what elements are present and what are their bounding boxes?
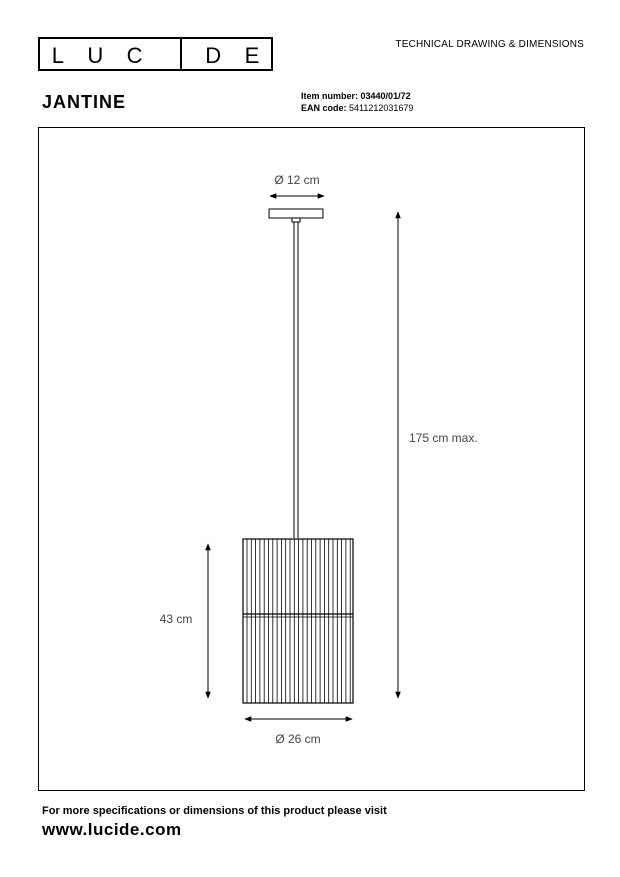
- item-number-value: 03440/01/72: [360, 91, 411, 101]
- drawing-frame: [38, 127, 585, 791]
- total-height-label: 175 cm max.: [409, 431, 478, 445]
- product-meta: [301, 90, 413, 114]
- item-number-label: Item number:: [301, 91, 359, 101]
- product-name: JANTINE: [42, 92, 127, 112]
- logo-letter: D: [205, 43, 222, 68]
- technical-drawing: [39, 128, 586, 792]
- logo-letter: L: [51, 43, 64, 68]
- item-number-row: [301, 90, 413, 102]
- ean-row: [301, 102, 413, 114]
- logo-letter: U: [87, 43, 104, 68]
- canopy-connector: [292, 218, 300, 222]
- logo-letter: E: [244, 43, 260, 68]
- shade-height-label: 43 cm: [159, 612, 193, 626]
- canopy-diameter-label: Ø 12 cm: [274, 173, 320, 187]
- footer-note: For more specifications or dimensions of this product please visit: [42, 805, 387, 817]
- lamp-shade: [243, 539, 353, 703]
- ean-value: 5411212031679: [349, 103, 414, 113]
- shade-diameter-label: Ø 26 cm: [275, 732, 321, 746]
- logo-letter: C: [126, 43, 143, 68]
- lucide-logo: [38, 37, 273, 71]
- ceiling-canopy: [269, 209, 323, 218]
- ean-label: EAN code:: [301, 103, 347, 113]
- website-link[interactable]: www.lucide.com: [42, 820, 182, 839]
- document-title: TECHNICAL DRAWING & DIMENSIONS: [395, 39, 584, 50]
- logo-letters: [40, 43, 271, 69]
